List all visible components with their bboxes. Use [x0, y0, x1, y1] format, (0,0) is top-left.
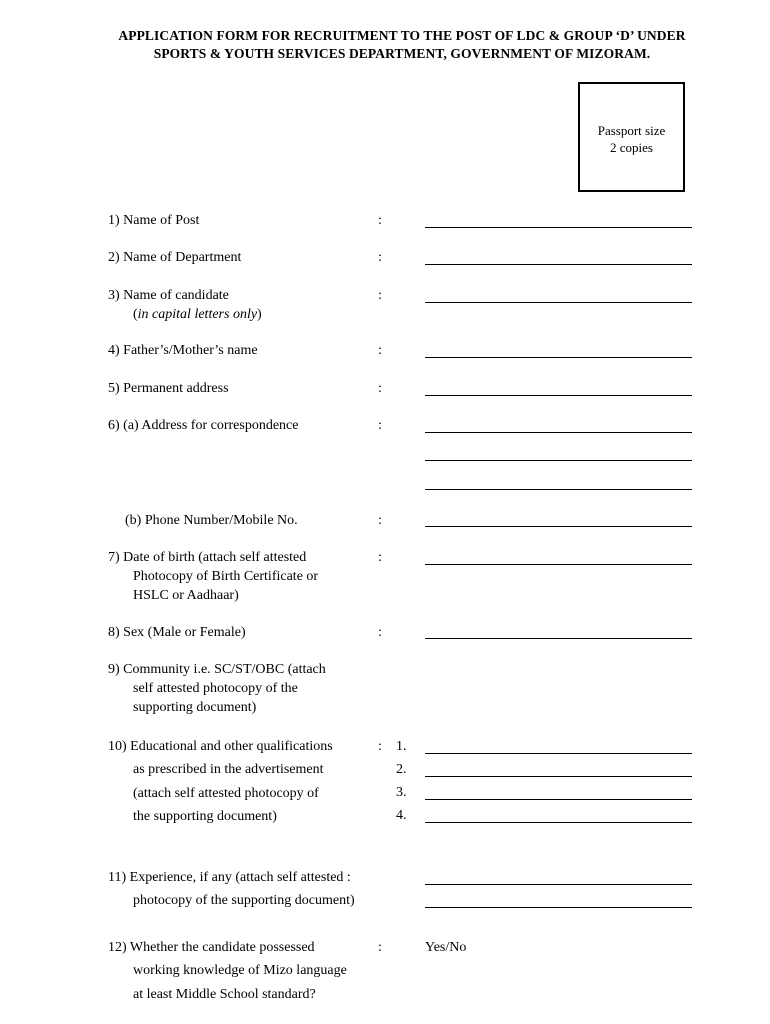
- name-of-department-label: 2) Name of Department: [108, 250, 242, 265]
- community-label-line-2: self attested photocopy of the: [133, 681, 298, 696]
- community-label-line-3: supporting document): [133, 700, 257, 715]
- passport-photo-box: [578, 82, 685, 192]
- date-of-birth-field[interactable]: [425, 564, 692, 565]
- colon: :: [378, 250, 382, 265]
- qualifications-label-line-1: 10) Educational and other qualifications: [108, 739, 333, 754]
- colon: :: [378, 739, 382, 754]
- qualification-field-4[interactable]: [425, 822, 692, 823]
- qualifications-label-line-4: the supporting document): [133, 809, 277, 824]
- mizo-language-label-line-3: at least Middle School standard?: [133, 987, 316, 1002]
- colon: :: [378, 940, 382, 955]
- name-of-post-label: 1) Name of Post: [108, 213, 200, 228]
- experience-field-2[interactable]: [425, 907, 692, 908]
- permanent-address-label: 5) Permanent address: [108, 381, 229, 396]
- parent-name-field[interactable]: [425, 357, 692, 358]
- experience-label-line-1: 11) Experience, if any (attach self attested :: [108, 870, 351, 885]
- qualification-field-1[interactable]: [425, 753, 692, 754]
- date-of-birth-label-line-3: HSLC or Aadhaar): [133, 588, 239, 603]
- photo-box-line-1: Passport size: [597, 123, 666, 138]
- correspondence-address-label: 6) (a) Address for correspondence: [108, 418, 299, 433]
- qualification-number-4: 4.: [396, 808, 407, 823]
- name-of-candidate-note: [133, 305, 262, 324]
- form-title-line-1: APPLICATION FORM FOR RECRUITMENT TO THE POST OF LDC & GROUP ‘D’ UNDER: [118, 28, 686, 43]
- mizo-language-label-line-1: 12) Whether the candidate possessed: [108, 940, 315, 955]
- qualifications-label-line-3: (attach self attested photocopy of: [133, 786, 319, 801]
- form-title-line-2: SPORTS & YOUTH SERVICES DEPARTMENT, GOVERNMENT OF MIZORAM.: [153, 46, 651, 61]
- qualification-number-1: 1.: [396, 739, 407, 754]
- note-open-paren: (: [133, 307, 138, 322]
- sex-field[interactable]: [425, 638, 692, 639]
- colon: :: [378, 625, 382, 640]
- date-of-birth-label-line-2: Photocopy of Birth Certificate or: [133, 569, 319, 584]
- colon: :: [378, 418, 382, 433]
- qualification-field-3[interactable]: [425, 799, 692, 800]
- permanent-address-field[interactable]: [425, 395, 692, 396]
- parent-name-label: 4) Father’s/Mother’s name: [108, 343, 258, 358]
- date-of-birth-label-line-1: 7) Date of birth (attach self attested: [108, 550, 307, 565]
- colon: :: [378, 513, 382, 528]
- phone-number-label: (b) Phone Number/Mobile No.: [125, 513, 298, 528]
- colon: :: [378, 550, 382, 565]
- experience-field-1[interactable]: [425, 884, 692, 885]
- correspondence-address-field-3[interactable]: [425, 489, 692, 490]
- phone-number-field[interactable]: [425, 526, 692, 527]
- mizo-language-label-line-2: working knowledge of Mizo language: [133, 963, 347, 978]
- note-close-paren: ): [257, 307, 262, 322]
- colon: :: [378, 381, 382, 396]
- photo-box-line-2: 2 copies: [610, 140, 653, 155]
- qualification-number-2: 2.: [396, 762, 407, 777]
- colon: :: [378, 343, 382, 358]
- correspondence-address-field-1[interactable]: [425, 432, 692, 433]
- name-of-candidate-field[interactable]: [425, 302, 692, 303]
- correspondence-address-field-2[interactable]: [425, 460, 692, 461]
- note-italic-text: in capital letters only: [137, 307, 258, 322]
- mizo-language-answer[interactable]: Yes/No: [425, 940, 467, 955]
- name-of-department-field[interactable]: [425, 264, 692, 265]
- qualification-number-3: 3.: [396, 785, 407, 800]
- colon: :: [378, 288, 382, 303]
- sex-label: 8) Sex (Male or Female): [108, 625, 246, 640]
- experience-label-line-2: photocopy of the supporting document): [133, 893, 355, 908]
- qualifications-label-line-2: as prescribed in the advertisement: [133, 762, 324, 777]
- form-title: [0, 27, 770, 63]
- community-label-line-1: 9) Community i.e. SC/ST/OBC (attach: [108, 662, 326, 677]
- name-of-candidate-label: 3) Name of candidate: [108, 288, 229, 303]
- qualification-field-2[interactable]: [425, 776, 692, 777]
- name-of-post-field[interactable]: [425, 227, 692, 228]
- colon: :: [378, 213, 382, 228]
